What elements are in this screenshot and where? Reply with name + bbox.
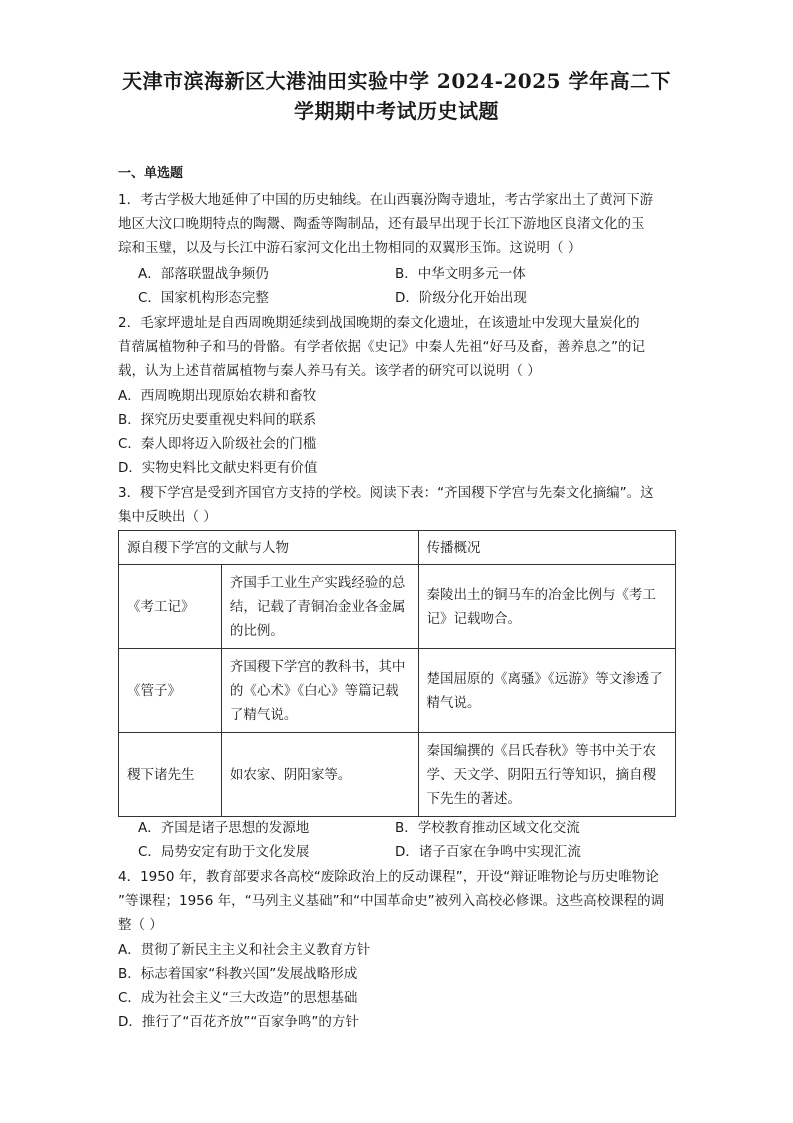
table-cell-spread: 秦国编撰的《吕氏春秋》等书中关于农学、天文学、阴阳五行等知识，摘自稷下先生的著述。: [418, 733, 676, 817]
table-cell-name: 《管子》: [119, 649, 222, 733]
q4-option-c[interactable]: C．成为社会主义“三大改造”的思想基础: [118, 990, 358, 1006]
table-header-spread: 传播概况: [418, 531, 676, 565]
table-cell-desc: 齐国稷下学宫的教科书，其中的《心术》《白心》等篇记载了精气说。: [221, 649, 418, 733]
q3-option-c[interactable]: C．局势安定有助于文化发展: [138, 844, 310, 860]
table-row: [119, 733, 676, 817]
q2-option-c[interactable]: C．秦人即将迈入阶级社会的门槛: [118, 436, 317, 452]
table-cell-name: 稷下诸先生: [119, 733, 222, 817]
q1-stem-line: 1．考古学极大地延伸了中国的历史轴线。在山西襄汾陶寺遗址，考古学家出土了黄河下游: [118, 192, 654, 208]
q3-option-a[interactable]: A．齐国是诸子思想的发源地: [138, 820, 310, 836]
q1-stem-line: 琮和玉璧，以及与长江中游石家河文化出土物相同的双翼形玉饰。这说明（ ）: [118, 240, 582, 256]
q4-stem-line: 整（ ）: [118, 917, 163, 933]
table-cell-desc: 如农家、阴阳家等。: [221, 733, 418, 817]
q4-option-b[interactable]: B．标志着国家“科教兴国”发展战略形成: [118, 966, 358, 982]
q2-stem-line: 2．毛家坪遗址是自西周晚期延续到战国晚期的秦文化遗址，在该遗址中发现大量炭化的: [118, 315, 640, 331]
page-title-line-1: 天津市滨海新区大港油田实验中学 2024-2025 学年高二下: [121, 69, 672, 93]
q3-stem-line: 3．稷下学宫是受到齐国官方支持的学校。阅读下表：“齐国稷下学宫与先秦文化摘编”。这: [118, 485, 654, 501]
table-row: [119, 565, 676, 649]
q1-option-d[interactable]: D．阶级分化开始出现: [395, 290, 527, 306]
q1-option-c[interactable]: C．国家机构形态完整: [138, 290, 269, 306]
table-cell-desc: 齐国手工业生产实践经验的总结，记载了青铜冶金业各金属的比例。: [221, 565, 418, 649]
q2-stem-line: 载，认为上述苜蓿属植物与秦人养马有关。该学者的研究可以说明（ ）: [118, 363, 541, 379]
q4-stem-line: 4．1950 年，教育部要求各高校“废除政治上的反动课程”，开设“辩证唯物论与历史唯物论: [118, 869, 659, 885]
table-header-source: 源自稷下学宫的文献与人物: [119, 531, 419, 565]
q1-option-a[interactable]: A．部落联盟战争频仍: [138, 266, 269, 282]
q4-option-a[interactable]: A．贯彻了新民主主义和社会主义教育方针: [118, 942, 371, 958]
table-cell-spread: 秦陵出土的铜马车的冶金比例与《考工记》记载吻合。: [418, 565, 676, 649]
q4-stem-line: ”等课程；1956 年，“马列主义基础”和“中国革命史”被列入高校必修课。这些高校课程的调: [118, 893, 665, 909]
q2-option-a[interactable]: A．西周晚期出现原始农耕和畜牧: [118, 388, 317, 404]
table-row: [119, 649, 676, 733]
page-title-line-2: 学期期中考试历史试题: [294, 99, 499, 123]
q3-option-d[interactable]: D．诸子百家在争鸣中实现汇流: [395, 844, 581, 860]
q2-option-d[interactable]: D．实物史料比文献史料更有价值: [118, 460, 318, 476]
section-heading: 一、单选题: [118, 166, 184, 181]
q3-stem-line: 集中反映出（ ）: [118, 509, 217, 525]
q2-stem-line: 苜蓿属植物种子和马的骨骼。有学者依据《史记》中秦人先祖“好马及畜，善养息之”的记: [118, 339, 645, 355]
q4-option-d[interactable]: D．推行了“百花齐放”“百家争鸣”的方针: [118, 1014, 359, 1030]
q1-stem-line: 地区大汶口晚期特点的陶鬶、陶盉等陶制品，还有最早出现于长江下游地区良渚文化的玉: [118, 216, 645, 232]
q1-option-b[interactable]: B．中华文明多元一体: [395, 266, 526, 282]
q2-option-b[interactable]: B．探究历史要重视史料间的联系: [118, 412, 317, 428]
source-table: [118, 530, 676, 817]
table-cell-spread: 楚国屈原的《离骚》《远游》等文渗透了精气说。: [418, 649, 676, 733]
table-cell-name: 《考工记》: [119, 565, 222, 649]
q3-option-b[interactable]: B．学校教育推动区域文化交流: [395, 820, 580, 836]
